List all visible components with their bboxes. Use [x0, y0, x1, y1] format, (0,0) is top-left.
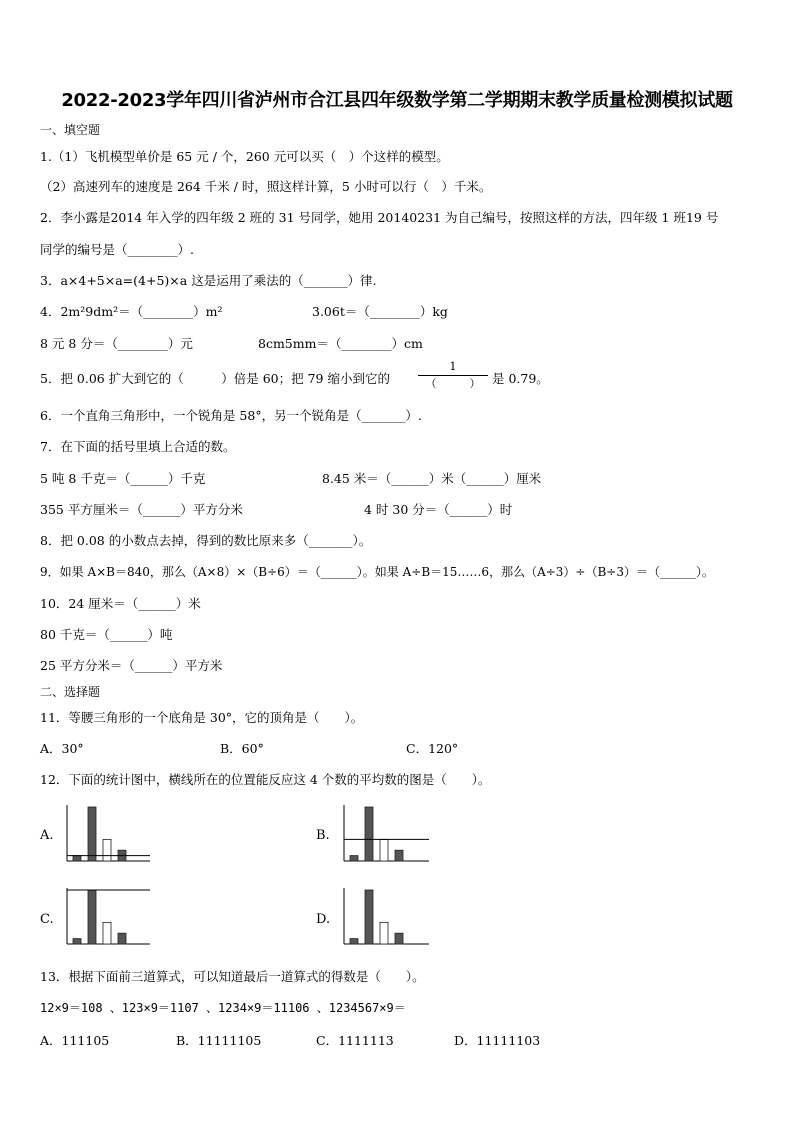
- question-7a: 5 吨 8 千克＝（______）千克: [40, 471, 206, 486]
- bar-3: [380, 922, 388, 944]
- fraction: [418, 360, 488, 391]
- q13-option-b: B．11111105: [176, 1033, 262, 1048]
- question-1a: 1.（1）飞机模型单价是 65 元 / 个，260 元可以买（ ）个这样的模型。: [40, 149, 449, 164]
- bar-2: [365, 890, 373, 944]
- bar-4: [395, 933, 403, 944]
- bar-3: [103, 922, 111, 944]
- question-2b: 同学的编号是（________）.: [40, 242, 194, 257]
- question-13: 13．根据下面前三道算式，可以知道最后一道算式的得数是（ ）。: [40, 969, 425, 984]
- bar-1: [350, 856, 358, 861]
- question-10b: 80 千克＝（______）吨: [40, 627, 173, 642]
- bar-4: [395, 850, 403, 861]
- question-3: 3．a×4+5×a=(4+5)×a 这是运用了乘法的（_______）律.: [40, 273, 377, 288]
- question-8: 8．把 0.08 的小数点去掉，得到的数比原来多（_______）。: [40, 533, 372, 548]
- question-7c: 355 平方厘米＝（______）平方分米: [40, 502, 243, 517]
- question-6: 6．一个直角三角形中，一个锐角是 58°，另一个锐角是（_______）.: [40, 408, 422, 423]
- q11-option-b: B．60°: [220, 741, 264, 756]
- question-2a: 2．李小露是2014 年入学的四年级 2 班的 31 号同学，她用 20140231 为自己编号，按照这样的方法，四年级 1 班19 号: [40, 210, 719, 225]
- section-multiple-choice: 二、选择题: [40, 685, 101, 699]
- question-5b: 是 0.79。: [492, 371, 549, 386]
- q13-formula: 12×9＝108 、123×9＝1107 、1234×9＝11106 、1234567×9＝: [40, 1001, 406, 1015]
- bar-1: [73, 856, 81, 861]
- question-7d: 4 时 30 分＝（______）时: [364, 502, 513, 517]
- bar-2: [88, 890, 96, 944]
- question-7b: 8.45 米＝（______）米（______）厘米: [322, 471, 542, 486]
- question-9: 9．如果 A×B＝840，那么（A×8）×（B÷6）＝（______）。如果 A÷B＝15……6，那么（A÷3）÷（B÷3）＝（______）。: [40, 565, 714, 579]
- fraction-numerator: 1: [449, 360, 457, 373]
- q11-option-c: C．120°: [406, 741, 459, 756]
- chart-d-label: D.: [316, 912, 331, 927]
- chart-d: [343, 886, 429, 948]
- fraction-denominator: （ ）: [425, 377, 481, 390]
- bar-2: [88, 807, 96, 861]
- question-4a: 4．2m²9dm²＝（________）m²: [40, 304, 223, 319]
- chart-b: [343, 803, 429, 865]
- question-5a: 5．把 0.06 扩大到它的（ ）倍是 60；把 79 缩小到它的: [40, 371, 390, 386]
- q13-option-a: A．111105: [40, 1033, 110, 1048]
- bar-3: [103, 839, 111, 861]
- bar-4: [118, 933, 126, 944]
- question-10a: 10．24 厘米＝（______）米: [40, 596, 201, 611]
- q11-option-a: A．30°: [40, 741, 84, 756]
- q13-option-d: D．11111103: [454, 1033, 541, 1048]
- question-4b: 3.06t＝（________）kg: [312, 304, 448, 319]
- section-fill-blank: 一、填空题: [40, 123, 101, 137]
- bar-1: [350, 939, 358, 944]
- question-4c: 8 元 8 分＝（________）元: [40, 336, 193, 351]
- bar-1: [73, 939, 81, 944]
- question-4d: 8cm5mm＝（________）cm: [258, 336, 423, 351]
- q13-option-c: C．1111113: [316, 1033, 394, 1048]
- chart-a: [66, 803, 150, 865]
- chart-c-label: C.: [40, 912, 54, 927]
- question-11: 11．等腰三角形的一个底角是 30°，它的顶角是（ ）。: [40, 710, 364, 725]
- question-10c: 25 平方分米＝（______）平方米: [40, 658, 223, 673]
- chart-a-label: A.: [40, 828, 54, 843]
- fraction-bar: [418, 375, 488, 376]
- question-1b: （2）高速列车的速度是 264 千米 / 时，照这样计算，5 小时可以行（ ）千米。: [40, 179, 492, 194]
- bar-2: [365, 807, 373, 861]
- question-12: 12．下面的统计图中，横线所在的位置能反应这 4 个数的平均数的图是（ ）。: [40, 772, 491, 787]
- chart-b-label: B.: [316, 828, 330, 843]
- page-title: 2022-2023学年四川省泸州市合江县四年级数学第二学期期末教学质量检测模拟试题: [61, 90, 733, 111]
- chart-c: [66, 886, 150, 948]
- bar-3: [380, 839, 388, 861]
- question-7: 7．在下面的括号里填上合适的数。: [40, 439, 236, 454]
